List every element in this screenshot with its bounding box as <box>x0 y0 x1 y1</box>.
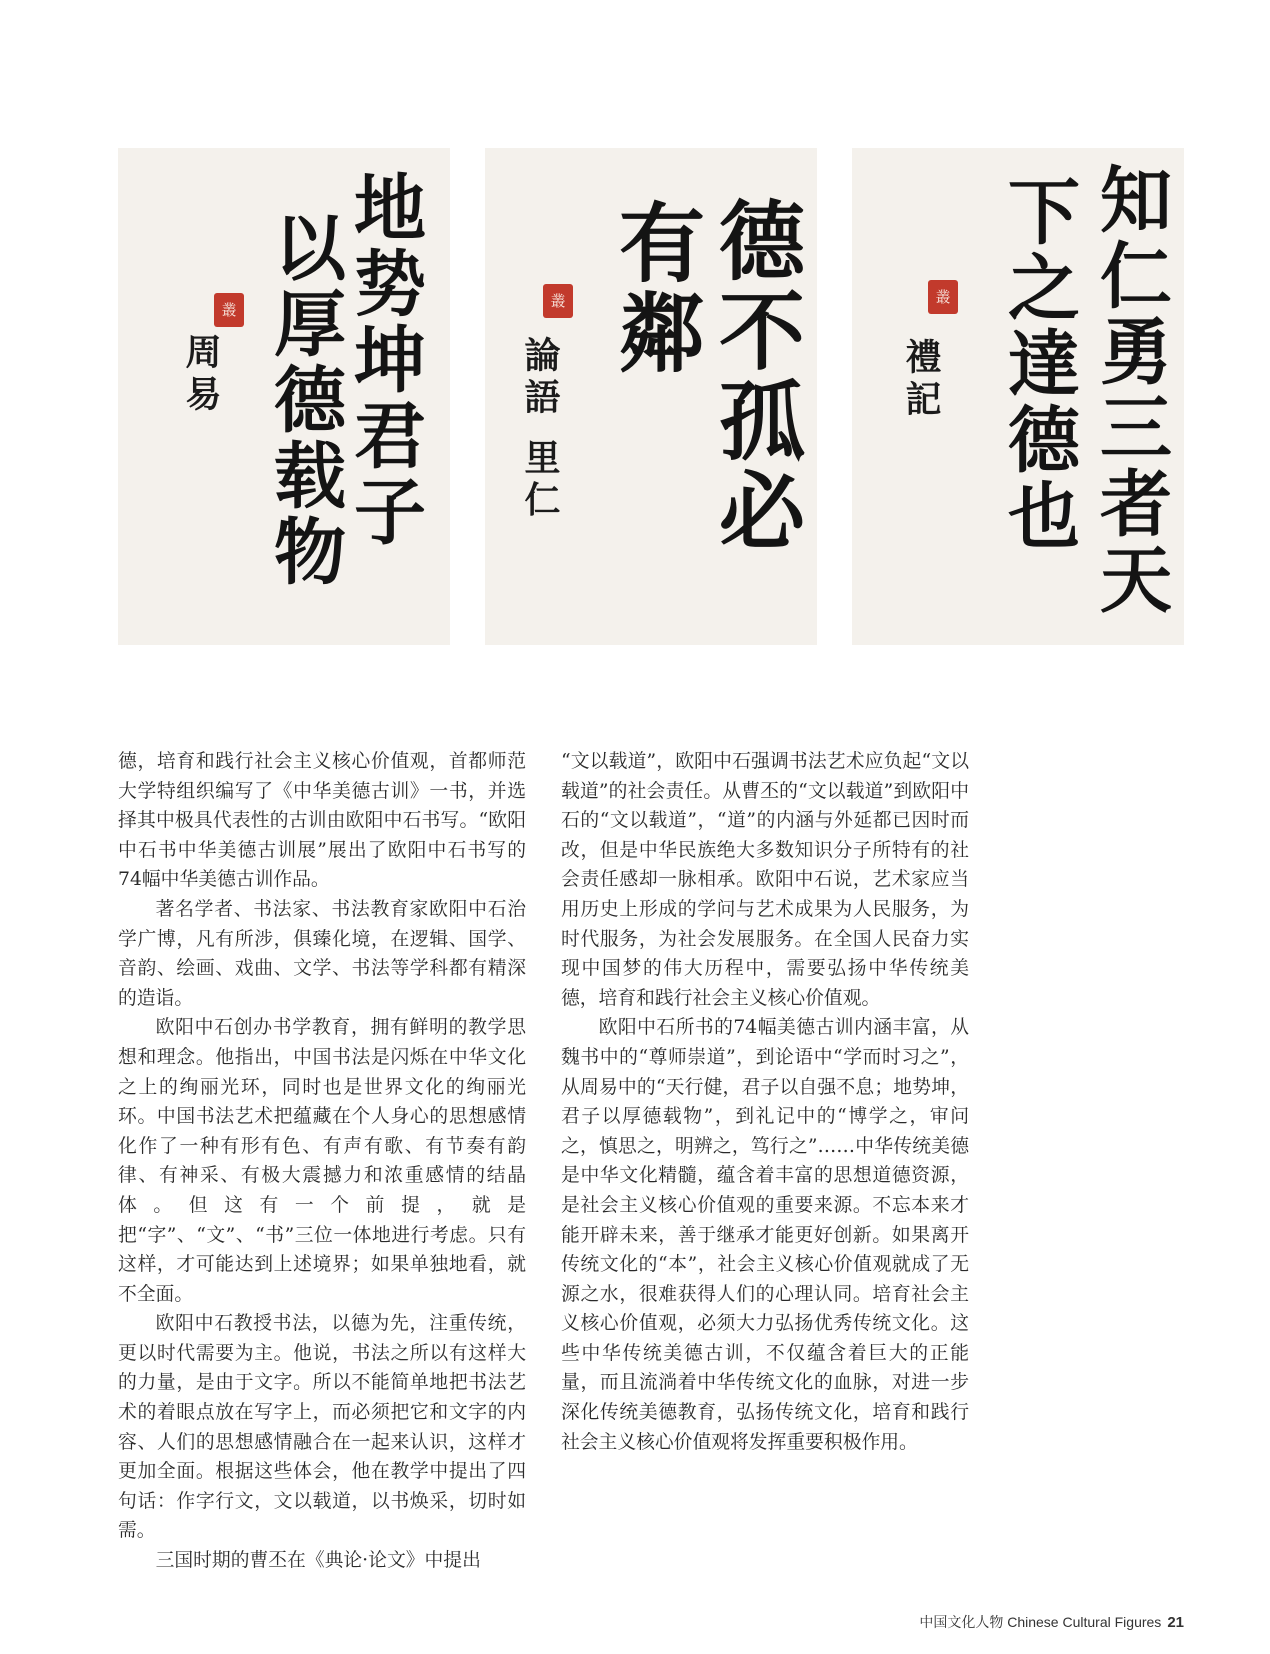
magazine-name: 中国文化人物 Chinese Cultural Figures <box>919 1614 1162 1630</box>
calligraphy-panel-zhouyi <box>118 148 450 645</box>
page-footer <box>919 1612 1184 1632</box>
calligraphy-column-1: 知仁勇三者天 <box>1088 162 1173 618</box>
red-seal: 叢 <box>543 284 573 318</box>
article-column-right <box>561 747 969 1457</box>
calligraphy-panel-lunyu <box>485 148 817 645</box>
paragraph: 欧阳中石教授书法，以德为先，注重传统，更以时代需要为主。他说，书法之所以有这样大的力量，是由于文字。所以不能简单地把书法艺术的着眼点放在写字上，而必须把它和文字的内容、人们的思想感情融合在一起来认识，这样才更加全面。根据这些体会，他在教学中提出了四句话：作字行文，文以载道，以书焕采，切时如需。 <box>118 1313 526 1542</box>
article-column-left <box>118 747 526 1576</box>
paragraph: 欧阳中石所书的74幅美德古训内涵丰富，从魏书中的“尊师崇道”，到论语中“学而时习之”，从周易中的“天行健，君子以自强不息；地势坤，君子以厚德载物”，到礼记中的“博学之，审问之，慎思之，明辨之，笃行之”……中华传统美德是中华文化精髓，蕴含着丰富的思想道德资源，是社会主义核心价值观的重要来源。不忘本来才能开辟未来，善于继承才能更好创新。如果离开传统文化的“本”，社会主义核心价值观就成了无源之水，很难获得人们的心理认同。培育社会主义核心价值观，必须大力弘扬优秀传统文化。这些中华传统美德古训，不仅蕴含着巨大的正能量，而且流淌着中华传统文化的血脉，对进一步深化传统美德教育，弘扬传统文化，培育和践行社会主义核心价值观将发挥重要积极作用。 <box>561 1017 969 1453</box>
calligraphy-signature: 周易 <box>180 333 222 417</box>
calligraphy-column-2: 有鄰 <box>604 198 705 378</box>
calligraphy-panel-liji <box>852 148 1184 645</box>
calligraphy-column-1: 德不孤必 <box>704 196 805 556</box>
paragraph: “文以载道”，欧阳中石强调书法艺术应负起“文以载道”的社会责任。从曹丕的“文以载道”到欧阳中石的“文以载道”，“道”的内涵与外延都已因时而改，但是中华民族绝大多数知识分子所特有的社会责任感却一脉相承。欧阳中石说，艺术家应当用历史上形成的学问与艺术成果为人民服务，为时代服务，为社会发展服务。在全国人民奋力实现中国梦的伟大历程中，需要弘扬中华传统美德，培育和践行社会主义核心价值观。 <box>561 751 969 1009</box>
paragraph: 著名学者、书法家、书法教育家欧阳中石治学广博，凡有所涉，俱臻化境，在逻辑、国学、音韵、绘画、戏曲、文学、书法等学科都有精深的造诣。 <box>118 898 526 1009</box>
paragraph: 德，培育和践行社会主义核心价值观，首都师范大学特组织编写了《中华美德古训》一书，并选择其中极具代表性的古训由欧阳中石书写。“欧阳中石书中华美德古训展”展出了欧阳中石书写的74幅中华美德古训作品。 <box>118 751 526 891</box>
red-seal: 叢 <box>214 293 244 327</box>
calligraphy-column-2: 下之達德也 <box>996 174 1081 554</box>
calligraphy-signature: 論語 里仁 <box>519 336 561 523</box>
page-number: 21 <box>1167 1614 1184 1631</box>
paragraph: 欧阳中石创办书学教育，拥有鲜明的教学思想和理念。他指出，中国书法是闪烁在中华文化之上的绚丽光环，同时也是世界文化的绚丽光环。中国书法艺术把蕴藏在个人身心的思想感情化作了一种有形有色、有声有歌、有节奏有韵律、有神采、有极大震撼力和浓重感情的结晶体。但这有一个前提，就是把“字”、“文”、“书”三位一体地进行考虑。只有这样，才可能达到上述境界；如果单独地看，就不全面。 <box>118 1017 526 1305</box>
paragraph: 三国时期的曹丕在《典论·论文》中提出 <box>155 1550 481 1572</box>
red-seal: 叢 <box>928 280 958 314</box>
calligraphy-column-1: 地势坤君子 <box>342 170 427 550</box>
calligraphy-signature: 禮記 <box>900 338 942 422</box>
calligraphy-column-2: 以厚德载物 <box>262 210 347 590</box>
